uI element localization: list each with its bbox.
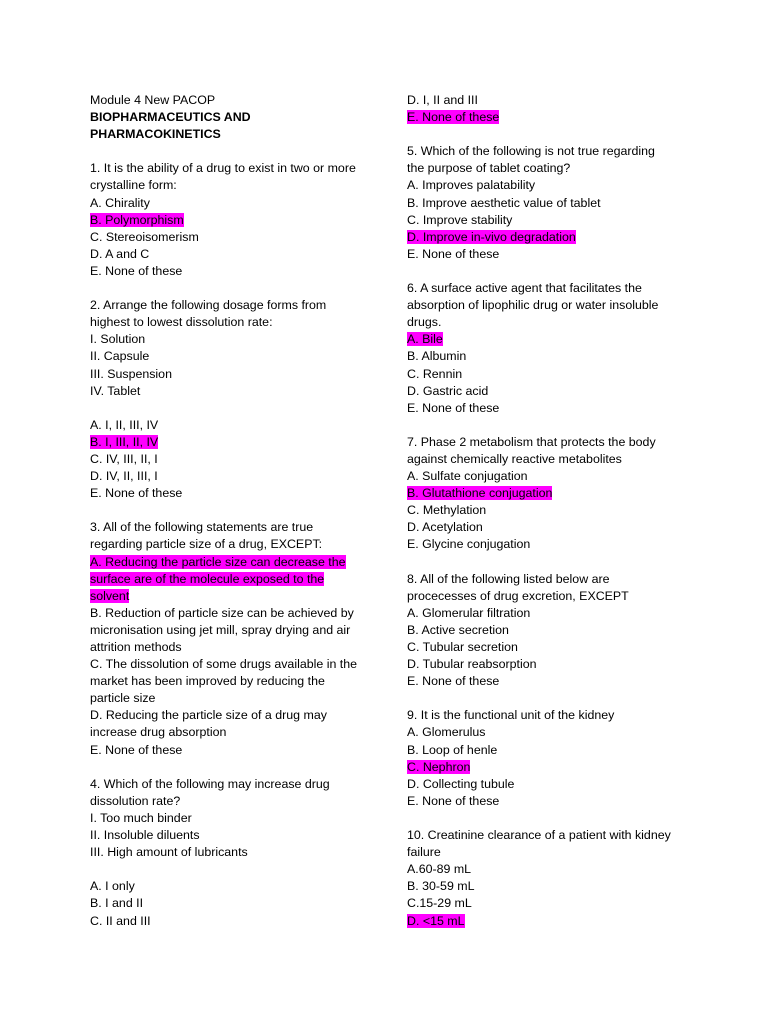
answer-option-line — [90, 468, 372, 485]
line-text: 6. A surface active agent that facilitates the — [407, 281, 642, 296]
answer-option-line — [90, 605, 372, 622]
answer-highlight: D. <15 mL — [407, 913, 465, 928]
line-text: 3. All of the following statements are true — [90, 520, 314, 535]
answer-option-line — [90, 417, 372, 434]
question-text-line — [407, 571, 689, 588]
answer-option-line — [407, 673, 689, 690]
answer-option-line — [407, 724, 689, 741]
line-text: E. None of these — [90, 263, 183, 278]
line-text: E. None of these — [407, 400, 500, 415]
answer-option-line — [90, 844, 372, 861]
question-text-line — [407, 160, 689, 177]
line-text: highest to lowest dissolution rate: — [90, 315, 273, 330]
question-text-line — [407, 844, 689, 861]
answer-option-line — [90, 622, 372, 639]
line-text: E. None of these — [407, 793, 500, 808]
answer-option-line — [90, 331, 372, 348]
highlighted-answer-line — [407, 229, 689, 246]
line-text: A. I, II, III, IV — [90, 417, 159, 432]
line-text: I. Solution — [90, 332, 146, 347]
line-text: B. Active secretion — [407, 622, 509, 637]
question-text-line — [407, 434, 689, 451]
line-text: procecesses of drug excretion, EXCEPT — [407, 588, 629, 603]
highlighted-answer-line — [407, 913, 689, 930]
answer-option-line — [407, 400, 689, 417]
answer-option-line — [407, 502, 689, 519]
answer-option-line — [90, 878, 372, 895]
line-text: D. Reducing the particle size of a drug may — [90, 708, 327, 723]
line-text: B. Loop of henle — [407, 742, 498, 757]
line-text: A. Glomerulus — [407, 725, 486, 740]
answer-option-line — [407, 468, 689, 485]
line-text: B. Improve aesthetic value of tablet — [407, 195, 601, 210]
highlighted-answer-line — [407, 485, 689, 502]
answer-option-line — [90, 656, 372, 673]
answer-option-line — [90, 485, 372, 502]
answer-option-line — [90, 707, 372, 724]
line-text: E. None of these — [407, 674, 500, 689]
line-text: dissolution rate? — [90, 793, 181, 808]
answer-option-line — [407, 536, 689, 553]
line-text: D. Acetylation — [407, 520, 483, 535]
blank-line — [407, 554, 689, 571]
answer-highlight: E. None of these — [407, 110, 500, 125]
question-text-line — [90, 536, 372, 553]
answer-option-line — [407, 878, 689, 895]
question-text-line — [407, 588, 689, 605]
blank-line — [90, 502, 372, 519]
question-text-line — [90, 519, 372, 536]
line-text: A. Chirality — [90, 195, 150, 210]
highlighted-answer-line — [407, 331, 689, 348]
answer-option-line — [407, 656, 689, 673]
question-text-line — [407, 297, 689, 314]
blank-line — [90, 143, 372, 160]
blank-line — [90, 400, 372, 417]
line-text: failure — [407, 845, 441, 860]
line-text: IV. Tablet — [90, 383, 141, 398]
line-text: against chemically reactive metabolites — [407, 451, 622, 466]
right-column — [407, 92, 689, 930]
line-text: III. High amount of lubricants — [90, 845, 248, 860]
answer-option-line — [90, 895, 372, 912]
line-text: E. Glycine conjugation — [407, 537, 531, 552]
answer-option-line — [90, 810, 372, 827]
highlighted-answer-line — [90, 554, 372, 571]
question-text-line — [90, 793, 372, 810]
line-text: C. Improve stability — [407, 212, 513, 227]
line-text: 4. Which of the following may increase drug — [90, 776, 330, 791]
highlighted-answer-line — [407, 759, 689, 776]
line-text: A. I only — [90, 879, 135, 894]
answer-highlight: A. Bile — [407, 332, 443, 347]
answer-option-line — [407, 776, 689, 793]
blank-line — [407, 126, 689, 143]
answer-option-line — [90, 742, 372, 759]
answer-option-line — [407, 195, 689, 212]
answer-option-line — [407, 383, 689, 400]
question-text-line — [407, 280, 689, 297]
line-text: regarding particle size of a drug, EXCEPT: — [90, 537, 323, 552]
answer-option-line — [90, 724, 372, 741]
line-text: C. IV, III, II, I — [90, 451, 158, 466]
answer-option-line — [90, 229, 372, 246]
line-text: B. 30-59 mL — [407, 879, 475, 894]
right-question-list — [407, 92, 689, 930]
question-text-line — [407, 707, 689, 724]
question-text-line — [407, 143, 689, 160]
answer-option-line — [90, 195, 372, 212]
answer-highlight: surface are of the molecule exposed to the — [90, 571, 325, 586]
answer-option-line — [90, 263, 372, 280]
line-text: increase drug absorption — [90, 725, 227, 740]
answer-option-line — [90, 673, 372, 690]
answer-option-line — [90, 827, 372, 844]
module-label: Module 4 New PACOP — [90, 93, 216, 107]
line-text: 10. Creatinine clearance of a patient with kidney — [407, 828, 671, 843]
question-text-line — [90, 177, 372, 194]
line-text: D. Collecting tubule — [407, 776, 515, 791]
line-text: 2. Arrange the following dosage forms from — [90, 298, 327, 313]
blank-line — [90, 759, 372, 776]
blank-line — [90, 861, 372, 878]
line-text: C. Tubular secretion — [407, 640, 518, 654]
line-text: C. II and III — [90, 913, 151, 928]
blank-line — [407, 263, 689, 280]
line-text: attrition methods — [90, 640, 182, 654]
line-text: D. A and C — [90, 246, 150, 261]
line-text: 8. All of the following listed below are — [407, 571, 610, 586]
line-text: III. Suspension — [90, 366, 172, 381]
answer-option-line — [407, 212, 689, 229]
line-text: the purpose of tablet coating? — [407, 161, 571, 176]
answer-highlight: A. Reducing the particle size can decrease the — [90, 554, 346, 569]
answer-option-line — [407, 177, 689, 194]
highlighted-answer-line — [407, 109, 689, 126]
line-text: A. Sulfate conjugation — [407, 469, 528, 484]
document-title-line-1: BIOPHARMACEUTICS AND — [90, 110, 251, 125]
line-text: II. Capsule — [90, 349, 150, 364]
question-text-line — [90, 776, 372, 793]
blank-line — [407, 810, 689, 827]
line-text: E. None of these — [90, 742, 183, 757]
line-text: D. Tubular reabsorption — [407, 657, 537, 672]
line-text: 7. Phase 2 metabolism that protects the body — [407, 434, 656, 449]
line-text: 1. It is the ability of a drug to exist in two or more — [90, 161, 356, 176]
line-text: particle size — [90, 691, 156, 706]
line-text: D. I, II and III — [407, 93, 478, 107]
line-text: C. Methylation — [407, 503, 487, 518]
answer-option-line — [90, 451, 372, 468]
answer-highlight: B. I, III, II, IV — [90, 434, 159, 449]
question-text-line — [407, 827, 689, 844]
line-text: E. None of these — [407, 246, 500, 261]
answer-option-line — [90, 246, 372, 263]
answer-option-line — [90, 639, 372, 656]
blank-line — [407, 690, 689, 707]
question-text-line — [90, 314, 372, 331]
answer-option-line — [90, 690, 372, 707]
line-text: C. Rennin — [407, 366, 463, 381]
answer-highlight: D. Improve in-vivo degradation — [407, 229, 576, 244]
line-text: B. I and II — [90, 896, 144, 911]
line-text: B. Albumin — [407, 349, 467, 364]
highlighted-answer-line — [90, 434, 372, 451]
answer-option-line — [407, 793, 689, 810]
answer-highlight: solvent — [90, 588, 130, 603]
line-text: A. Glomerular filtration — [407, 605, 531, 620]
answer-option-line — [90, 913, 372, 930]
blank-line — [407, 417, 689, 434]
highlighted-answer-line — [90, 212, 372, 229]
line-text: market has been improved by reducing the — [90, 674, 325, 689]
answer-option-line — [407, 861, 689, 878]
answer-option-line — [407, 622, 689, 639]
question-text-line — [407, 451, 689, 468]
question-text-line — [90, 160, 372, 177]
answer-option-line — [407, 92, 689, 109]
line-text: A. Improves palatability — [407, 178, 536, 193]
highlighted-answer-line — [90, 571, 372, 588]
line-text: 5. Which of the following is not true regarding — [407, 144, 655, 159]
line-text: C.15-29 mL — [407, 896, 472, 911]
document-title-line-2: PHARMACOKINETICS — [90, 127, 221, 142]
line-text: D. Gastric acid — [407, 383, 489, 398]
answer-option-line — [90, 366, 372, 383]
blank-line — [90, 280, 372, 297]
line-text: I. Too much binder — [90, 810, 192, 825]
line-text: E. None of these — [90, 486, 183, 501]
answer-highlight: B. Polymorphism — [90, 212, 184, 227]
answer-option-line — [90, 348, 372, 365]
answer-highlight: C. Nephron — [407, 759, 471, 774]
line-text: absorption of lipophilic drug or water insoluble — [407, 298, 659, 313]
answer-option-line — [407, 246, 689, 263]
line-text: A.60-89 mL — [407, 862, 472, 877]
answer-option-line — [407, 605, 689, 622]
answer-option-line — [407, 366, 689, 383]
left-question-list — [90, 143, 372, 929]
answer-option-line — [407, 895, 689, 912]
line-text: D. IV, II, III, I — [90, 469, 158, 484]
line-text: C. The dissolution of some drugs available in the — [90, 657, 358, 672]
answer-option-line — [407, 742, 689, 759]
line-text: drugs. — [407, 315, 442, 330]
line-text: micronisation using jet mill, spray drying and air — [90, 622, 351, 637]
left-column — [90, 92, 372, 930]
highlighted-answer-line — [90, 588, 372, 605]
question-text-line — [407, 314, 689, 331]
line-text: B. Reduction of particle size can be achieved by — [90, 605, 354, 620]
line-text: 9. It is the functional unit of the kidney — [407, 708, 615, 723]
answer-option-line — [90, 383, 372, 400]
answer-highlight: B. Glutathione conjugation — [407, 486, 553, 501]
line-text: II. Insoluble diluents — [90, 828, 200, 843]
line-text: C. Stereoisomerism — [90, 229, 199, 244]
answer-option-line — [407, 639, 689, 656]
answer-option-line — [407, 348, 689, 365]
question-text-line — [90, 297, 372, 314]
line-text: crystalline form: — [90, 178, 177, 193]
answer-option-line — [407, 519, 689, 536]
